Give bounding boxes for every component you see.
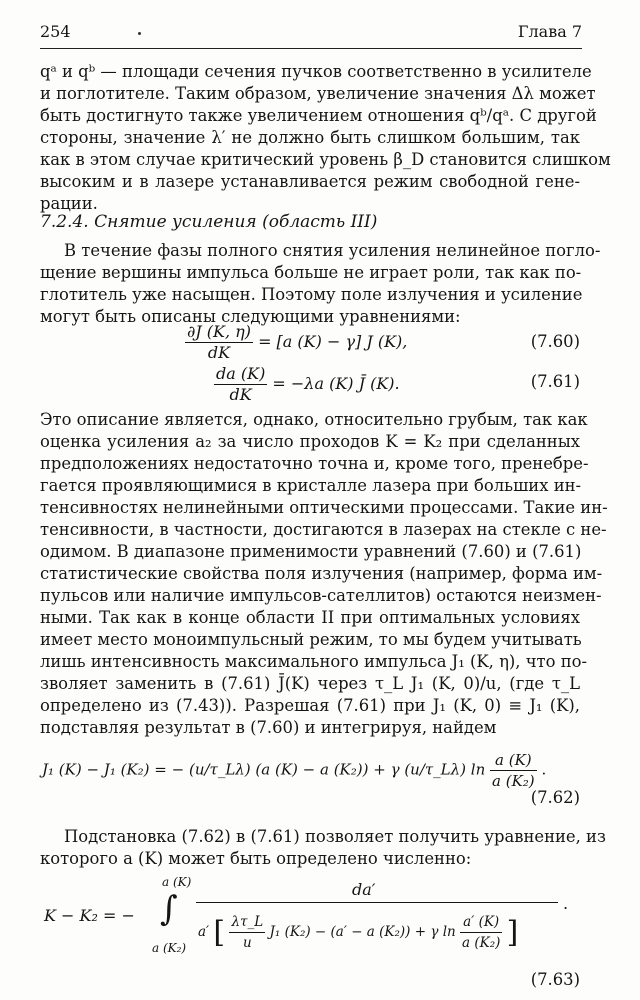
equation-rhs: = [a (K) − γ] J (K), [258,332,408,351]
ln-fraction-denominator: a (K₂) [462,935,501,951]
denominator-middle: J₁ (K₂) − (a′ − a (K₂)) + γ ln [269,924,456,940]
text-line: щение вершины импульса больше не играет роли, так как по- [40,263,582,282]
text-line: qᵃ и qᵇ — площади сечения пучков соответственно в усилителе [40,62,592,81]
text-line: как в этом случае критический уровень β_D становится слишком [40,150,611,169]
fraction-numerator: ∂J (K, η) [187,322,251,341]
fraction [185,322,253,363]
equation-lhs: J₁ (K) − J₁ (K₂) = − (u/τ_Lλ) (a (K) − a (K₂)) + γ (u/τ_Lλ) ln [42,760,486,779]
main-fraction-numerator: da′ [352,880,376,899]
fraction-denominator: dK [229,385,252,404]
right-bracket: ] [506,914,519,950]
text-line: рации. [40,194,98,213]
period: . [563,894,569,913]
equation-7-62 [42,750,546,791]
header-rule [40,48,582,49]
fraction-denominator: dK [207,343,231,362]
main-fraction-denominator [198,912,518,953]
equation-lhs: K − K₂ = − [44,906,135,925]
equation-7-60 [185,322,407,363]
section-heading: 7.2.4. Снятие усиления (область III) [40,212,378,232]
equation-number: (7.61) [530,372,580,391]
text-line: ными. Так как в конце области II при оптимальных условиях [40,608,580,627]
text-line: тенсивностях нелинейными оптическими процессами. Такие ин- [40,498,608,517]
text-line: В течение фазы полного снятия усиления нелинейное погло- [64,241,601,260]
text-line: Подстановка (7.62) в (7.61) позволяет получить уравнение, из [64,827,606,846]
inner-fraction-denominator: u [242,935,252,951]
inner-fraction [229,912,265,953]
equation-number: (7.62) [530,788,580,807]
text-line: лишь интенсивность максимального импульса J₁ (K, η), что по- [40,652,588,671]
text-line: быть достигнуто также увеличением отношения qᵇ/qᵃ. С другой [40,106,597,125]
equation-number: (7.60) [530,332,580,351]
text-line: статистические свойства поля излучения (например, форма им- [40,564,603,583]
text-line: которого a (K) может быть определено численно: [40,849,472,868]
integral-lower-limit: a (K₂) [152,941,187,955]
ln-fraction [460,912,502,953]
integral-upper-limit: a (K) [162,875,192,889]
text-line: определено из (7.43)). Разрешая (7.61) при J₁ (K, 0) ≡ J₁ (K), [40,696,580,715]
speck-dot [138,32,141,35]
text-line: высоким и в лазере устанавливается режим свободной гене- [40,172,580,191]
text-line: Это описание является, однако, относительно грубым, так как [40,410,588,429]
equation-number: (7.63) [530,970,580,989]
text-line: предположениях недостаточно точна и, кроме того, пренебре- [40,454,589,473]
prime-variable: a′ [198,924,210,940]
page-header [40,22,582,44]
fraction [214,364,267,405]
left-bracket: [ [213,914,226,950]
period: . [541,760,547,779]
fraction-numerator: da (K) [216,364,266,383]
text-line: тенсивности, в частности, достигаются в лазерах на стекле с не- [40,520,607,539]
ln-fraction-numerator: a′ (K) [460,912,502,933]
equation-rhs: = −λa (K) J̄ (K). [272,374,400,393]
text-line: и поглотителе. Таким образом, увеличение значения Δλ может [40,84,596,103]
text-line: могут быть описаны следующими уравнениями: [40,307,461,326]
text-line: подставляя результат в (7.60) и интегрируя, найдем [40,718,497,737]
integral-sign: ∫ [160,889,178,929]
text-line: оценка усиления a₂ за число проходов K = K₂ при сделанных [40,432,580,451]
text-line: одимом. В диапазоне применимости уравнений (7.60) и (7.61) [40,542,582,561]
fraction-numerator: a (K) [490,750,537,771]
text-line: глотитель уже насыщен. Поэтому поле излучения и усиление [40,285,583,304]
page-number: 254 [40,22,71,41]
fraction-denominator: a (K₂) [492,772,535,790]
text-line: стороны, значение λ′ не должно быть слишком большим, так [40,128,580,147]
chapter-title: Глава 7 [517,22,582,41]
text-line: пульсов или наличие импульсов-сателлитов) остаются неизмен- [40,586,602,605]
text-line: зволяет заменить в (7.61) J̄(K) через τ_L J₁ (K, 0)/u, (где τ_L [40,674,580,693]
equation-7-61 [214,364,400,405]
fraction [490,750,537,791]
main-fraction-bar [196,902,558,903]
text-line: гается проявляющимися в кристалле лазера при больших ин- [40,476,582,495]
inner-fraction-numerator: λτ_L [229,912,265,933]
text-line: имеет место моноимпульсный режим, то мы будем учитывать [40,630,582,649]
